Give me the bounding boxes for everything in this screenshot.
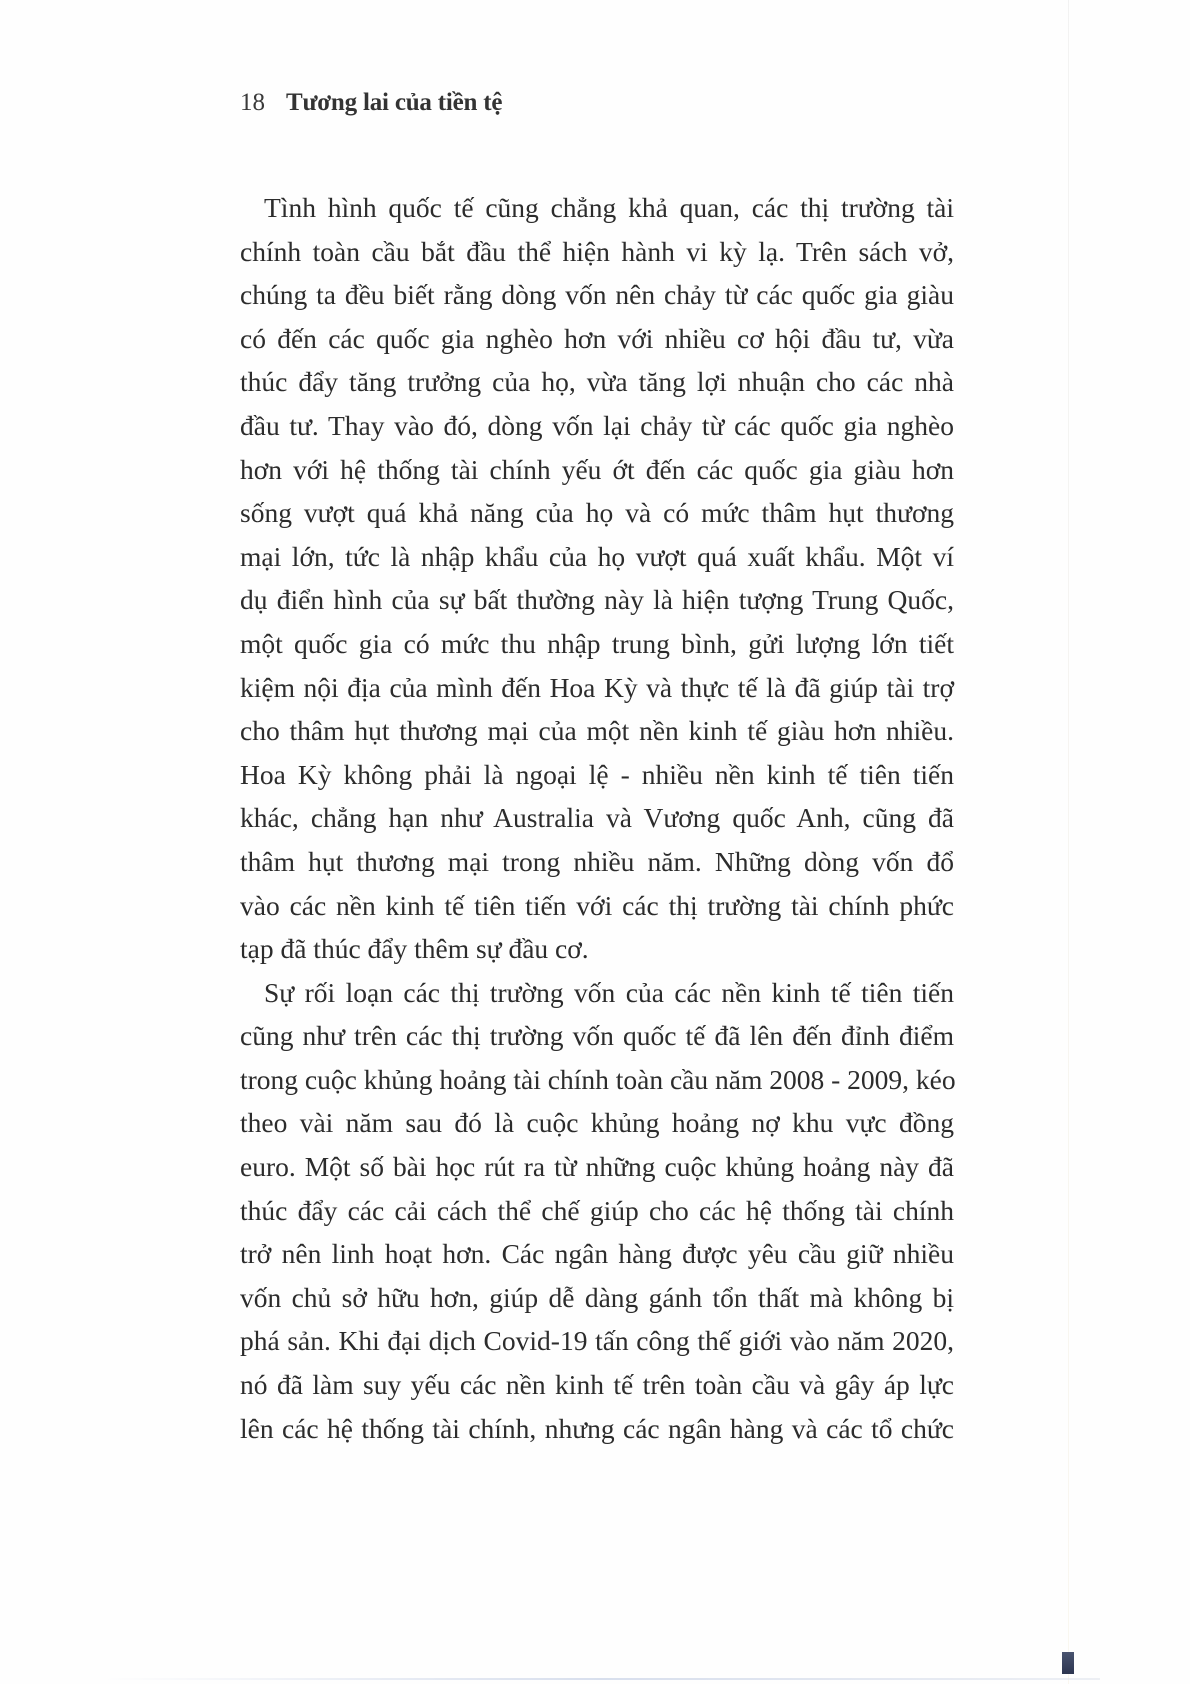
text-line: vào các nền kinh tế tiên tiến với các thị trường tài chính phức — [240, 889, 954, 921]
text-line: trở nên linh hoạt hơn. Các ngân hàng được yêu cầu giữ nhiều — [240, 1238, 954, 1270]
text-line: chính toàn cầu bắt đầu thể hiện hành vi kỳ lạ. Trên sách vở, — [240, 235, 954, 267]
text-line: có đến các quốc gia nghèo hơn với nhiều cơ hội đầu tư, vừa — [240, 322, 954, 354]
text-line: kiệm nội địa của mình đến Hoa Kỳ và thực tế là đã giúp tài trợ — [240, 671, 954, 703]
text-line: chúng ta đều biết rằng dòng vốn nên chảy từ các quốc gia giàu — [240, 279, 954, 311]
page-number: 18 — [240, 89, 265, 116]
text-line: nó đã làm suy yếu các nền kinh tế trên toàn cầu và gây áp lực — [240, 1369, 954, 1401]
text-line: thâm hụt thương mại trong nhiều năm. Những dòng vốn đổ — [240, 845, 954, 877]
bookmark-ribbon-icon — [1062, 1652, 1074, 1674]
text-line: Sự rối loạn các thị trường vốn của các nền kinh tế tiên tiến — [264, 976, 954, 1008]
text-line: thúc đẩy các cải cách thể chế giúp cho các hệ thống tài chính — [240, 1194, 954, 1226]
page-edge-divider — [1068, 0, 1069, 1684]
paragraph-1 — [240, 186, 954, 971]
running-header — [240, 88, 502, 118]
text-line: khác, chẳng hạn như Australia và Vương quốc Anh, cũng đã — [240, 802, 954, 834]
paragraph-2 — [240, 971, 954, 1451]
text-line: phá sản. Khi đại dịch Covid-19 tấn công thế giới vào năm 2020, — [240, 1325, 954, 1357]
text-line: Hoa Kỳ không phải là ngoại lệ - nhiều nền kinh tế tiên tiến — [240, 758, 954, 790]
text-line: một quốc gia có mức thu nhập trung bình, gửi lượng lớn tiết — [240, 627, 954, 659]
text-line: dụ điển hình của sự bất thường này là hiện tượng Trung Quốc, — [240, 584, 954, 616]
text-line: tạp đã thúc đẩy thêm sự đầu cơ. — [240, 933, 589, 965]
text-line: thúc đẩy tăng trưởng của họ, vừa tăng lợi nhuận cho các nhà — [240, 366, 954, 398]
text-line: vốn chủ sở hữu hơn, giúp dễ dàng gánh tổn thất mà không bị — [240, 1281, 954, 1313]
text-line: cũng như trên các thị trường vốn quốc tế đã lên đến đỉnh điểm — [240, 1020, 954, 1052]
text-line: euro. Một số bài học rút ra từ những cuộc khủng hoảng này đã — [240, 1151, 954, 1183]
book-title: Tương lai của tiền tệ — [286, 89, 503, 116]
text-line: cho thâm hụt thương mại của một nền kinh tế giàu hơn nhiều. — [240, 715, 954, 747]
body-text — [240, 186, 954, 1450]
text-line: sống vượt quá khả năng của họ và có mức thâm hụt thương — [240, 497, 954, 529]
page-bottom-edge — [100, 1678, 1100, 1680]
text-line: đầu tư. Thay vào đó, dòng vốn lại chảy từ các quốc gia nghèo — [240, 409, 954, 441]
text-line: mại lớn, tức là nhập khẩu của họ vượt quá xuất khẩu. Một ví — [240, 540, 954, 572]
text-line: lên các hệ thống tài chính, nhưng các ngân hàng và các tổ chức — [240, 1412, 954, 1444]
text-line: theo vài năm sau đó là cuộc khủng hoảng nợ khu vực đồng — [240, 1107, 954, 1139]
text-line: hơn với hệ thống tài chính yếu ớt đến các quốc gia giàu hơn — [240, 453, 954, 485]
text-line: trong cuộc khủng hoảng tài chính toàn cầu năm 2008 - 2009, kéo — [240, 1063, 956, 1095]
text-line: Tình hình quốc tế cũng chẳng khả quan, các thị trường tài — [264, 192, 954, 223]
